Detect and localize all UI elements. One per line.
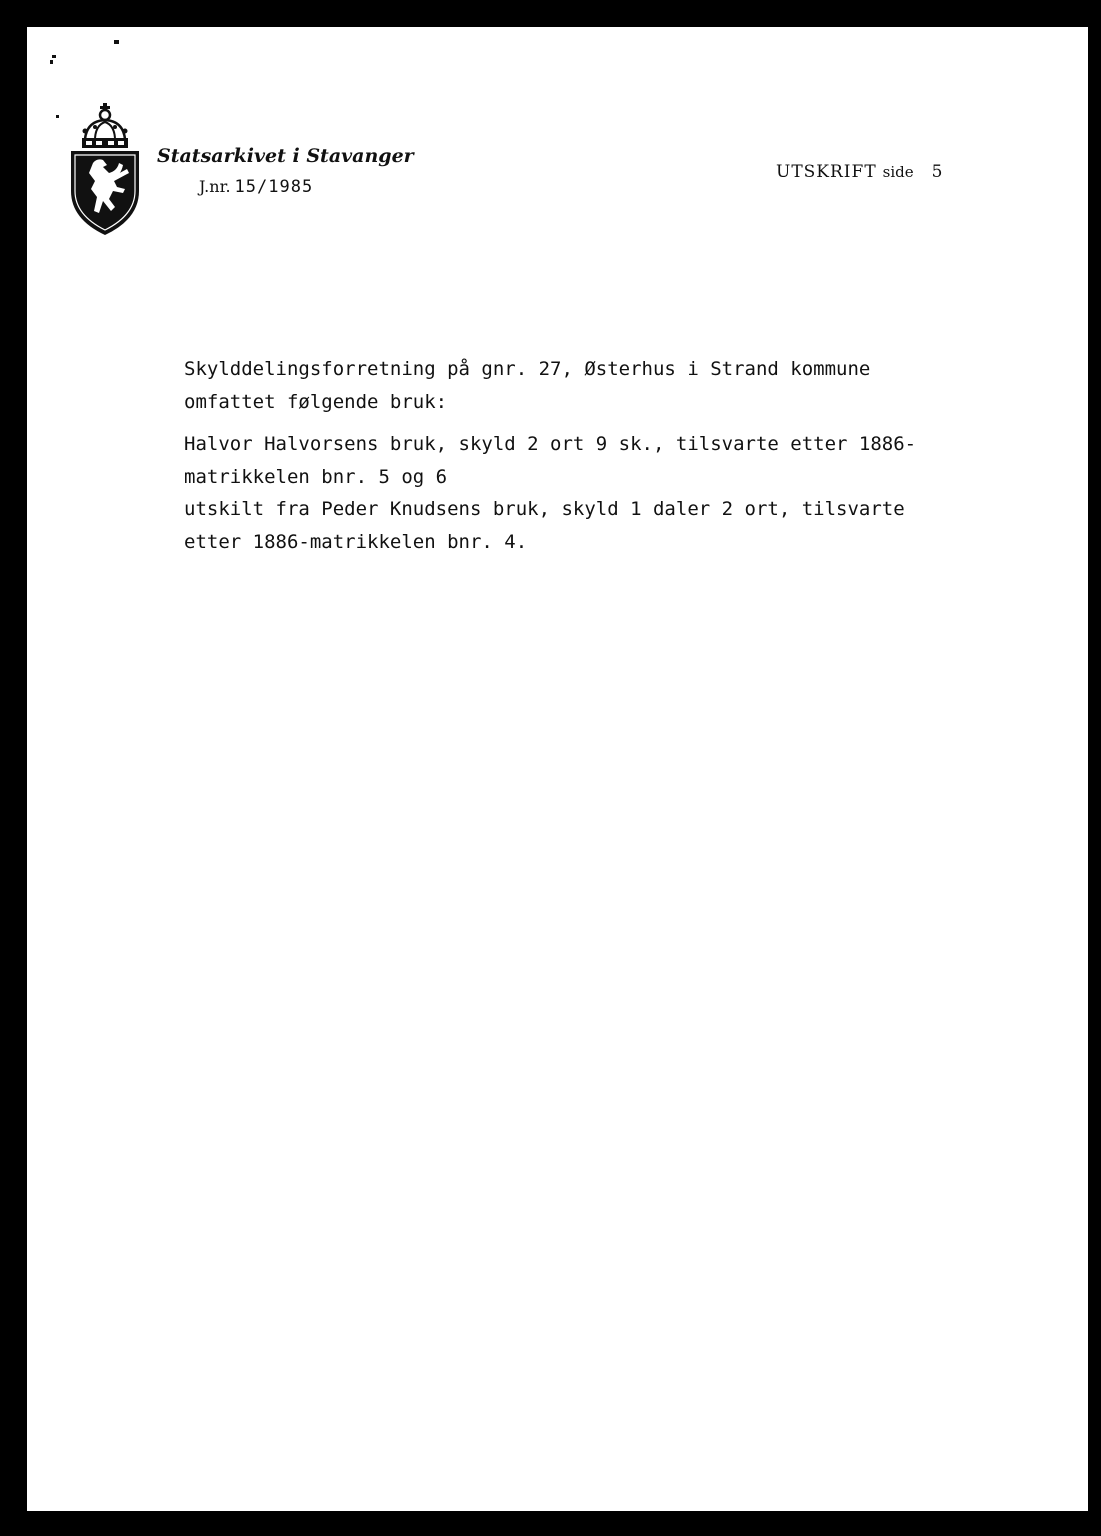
journal-label: J.nr.: [199, 177, 231, 196]
page-header-right: [776, 162, 942, 182]
archive-name: Statsarkivet i Stavanger: [157, 145, 414, 167]
scan-speck: [50, 60, 53, 64]
coat-of-arms-icon: [69, 103, 141, 237]
body-line: Halvor Halvorsens bruk, skyld 2 ort 9 sk., tilsvarte etter 1886-: [184, 433, 917, 455]
scan-speck: [52, 55, 56, 58]
scan-speck: [56, 115, 59, 118]
document-body: [184, 353, 1044, 558]
page-number: 5: [931, 162, 943, 182]
side-label: side: [882, 163, 914, 181]
utskrift-label: UTSKRIFT: [776, 162, 877, 182]
document-page: [27, 27, 1088, 1511]
body-line: matrikkelen bnr. 5 og 6: [184, 465, 448, 488]
journal-value: 15/1985: [234, 177, 314, 197]
body-line: etter 1886-matrikkelen bnr. 4.: [184, 530, 528, 553]
body-line: utskilt fra Peder Knudsens bruk, skyld 1 daler 2 ort, tilsvarte: [184, 498, 905, 520]
journal-number: [199, 177, 313, 197]
scan-speck: [114, 40, 119, 44]
body-line: omfattet følgende bruk:: [184, 390, 448, 413]
body-line: Skylddelingsforretning på gnr. 27, Østerhus i Strand kommune: [184, 358, 871, 380]
